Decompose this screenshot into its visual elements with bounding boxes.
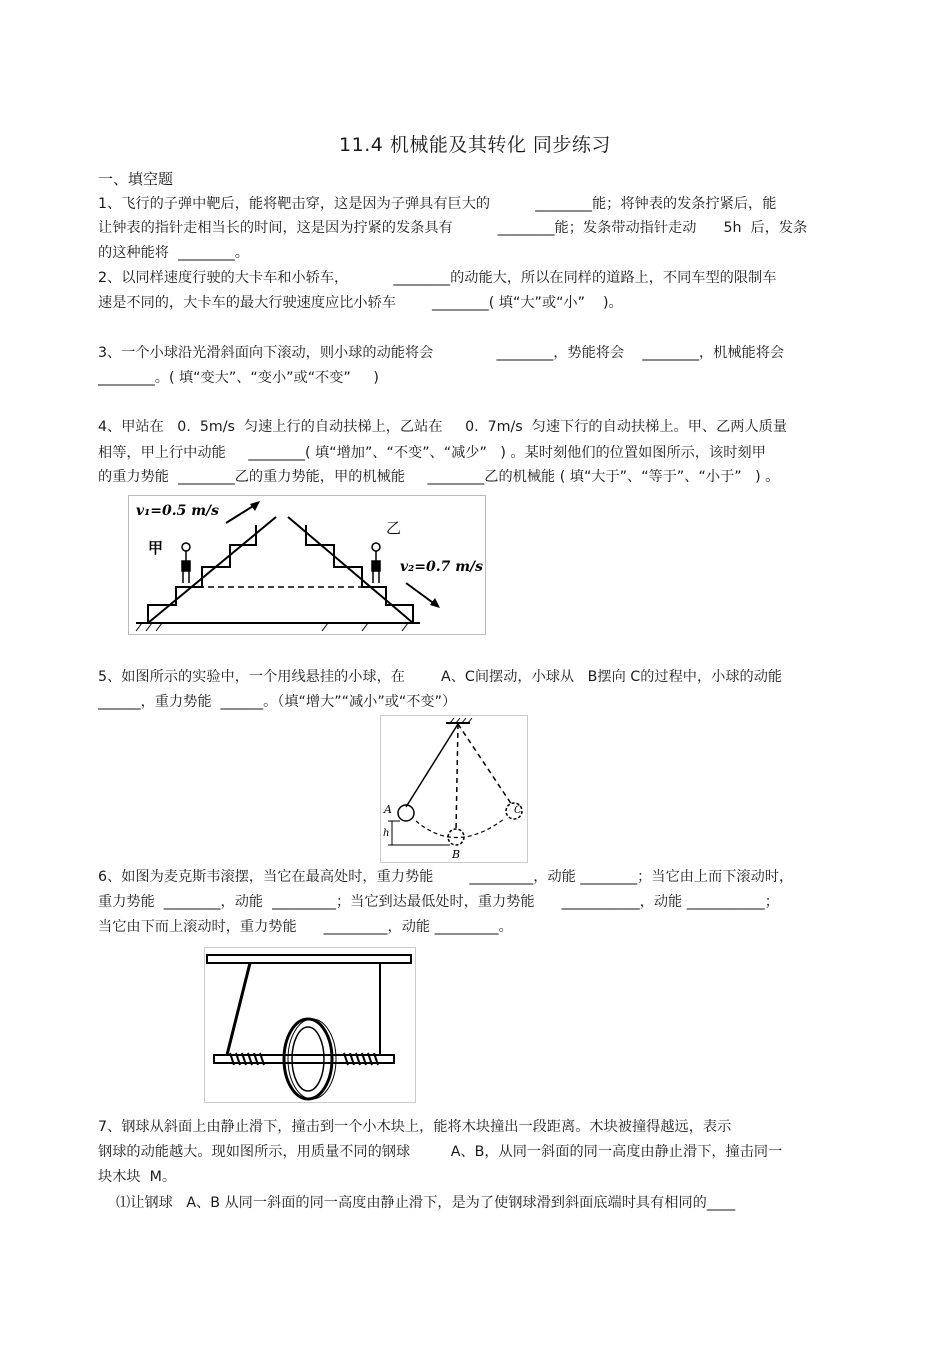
q7-line-3: 块木块 M。 — [98, 1169, 177, 1185]
q7-line-2: 钢球的动能越大。现如图所示，用质量不同的钢球 A、B，从同一斜面的同一高度由静止滑下，撞击同一 — [98, 1144, 783, 1160]
q7-line-1: 7、钢球从斜面上由静止滑下，撞击到一个小木块上，能将木块撞出一段距离。木块被撞得越远，表示 — [98, 1119, 732, 1135]
q3-line-1: 3、一个小球沿光滑斜面向下滚动，则小球的动能将会 ________，势能将会 ________，机械能将会 — [98, 345, 785, 361]
q2-line-1: 2、以同样速度行驶的大卡车和小轿车， ________的动能大，所以在同样的道路上，不同车型的限制车 — [98, 270, 777, 286]
point-b-label: B — [452, 848, 461, 861]
jia-label: 甲 — [148, 539, 164, 557]
v1-label: v₁=0.5 m/s — [136, 503, 220, 519]
maxwell-wheel-figure — [204, 947, 416, 1103]
q1-line-3: 的这种能将 ________。 — [98, 245, 249, 261]
point-a-label: A — [384, 803, 392, 816]
point-c-label: C — [514, 805, 522, 816]
v2-label: v₂=0.7 m/s — [400, 559, 484, 575]
q5-line-2: ______，重力势能 ______。（填“增大”“减小”或“不变”） — [98, 694, 457, 710]
q5-line-1: 5、如图所示的实验中，一个用线悬挂的小球，在 A、C间摆动，小球从 B摆向 C的过程中，小球的动能 — [98, 669, 783, 685]
q6-line-2: 重力势能 ________，动能 _________；当它到达最低处时，重力势能 ___________，动能 ___________； — [98, 894, 779, 910]
q4-line-2: 相等，甲上行中动能 ________( 填“增加”、“不变”、“减少” ) 。某时刻他们的位置如图所示，该时刻甲 — [98, 445, 766, 461]
q1-line-1: 1、飞行的子弹中靶后，能将靶击穿，这是因为子弹具有巨大的 ________能；将钟表的发条拧紧后，能 — [98, 196, 777, 212]
pendulum-figure — [380, 715, 528, 863]
section-heading: 一、填空题 — [98, 170, 174, 188]
q4-line-3: 的重力势能 ________乙的重力势能，甲的机械能 ________乙的机械能 ( 填“大于”、“等于”、“小于” ) 。 — [98, 469, 780, 485]
escalator-figure — [128, 495, 486, 635]
page-title: 11.4 机械能及其转化 同步练习 — [339, 134, 611, 156]
q2-line-2: 速是不同的，大卡车的最大行驶速度应比小轿车 ________( 填“大”或“小” )。 — [98, 295, 623, 311]
q7-line-4: ⑴让钢球 A、B 从同一斜面的同一高度由静止滑下，是为了使钢球滑到斜面底端时具有相同的____ — [98, 1195, 736, 1211]
q4-line-1: 4、甲站在 0. 5m/s 匀速上行的自动扶梯上，乙站在 0. 7m/s 匀速下行的自动扶梯上。甲、乙两人质量 — [98, 419, 788, 435]
person-yi-icon — [372, 543, 380, 583]
h-label: h — [383, 828, 390, 839]
yi-label: 乙 — [386, 519, 402, 537]
person-jia-icon — [182, 543, 190, 583]
q3-line-2: ________。( 填“变大”、“变小”或“不变” ) — [98, 370, 379, 386]
q1-line-2: 让钟表的指针走相当长的时间，这是因为拧紧的发条具有 ________能；发条带动指针走动 5h 后，发条 — [98, 220, 808, 236]
q6-line-1: 6、如图为麦克斯韦滚摆，当它在最高处时，重力势能 _________，动能 ________；当它由上而下滚动时， — [98, 869, 794, 885]
q6-line-3: 当它由下而上滚动时，重力势能 _________，动能 _________。 — [98, 919, 513, 935]
